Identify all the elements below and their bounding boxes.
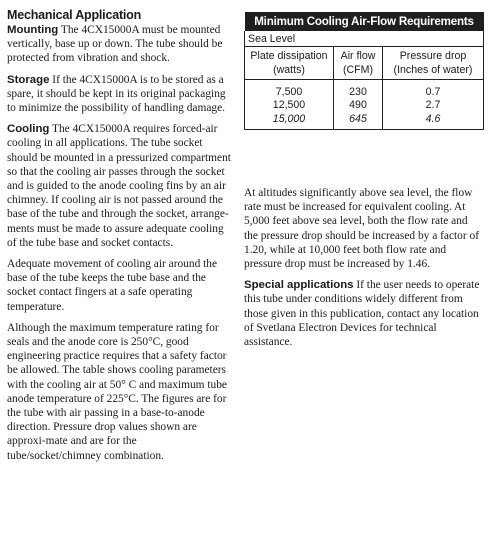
left-column bbox=[7, 8, 233, 470]
cell-dissipation: 7,500 bbox=[245, 80, 334, 100]
altitude-paragraph: At altitudes significantly above sea level, the flow rate must be increased for equivalent cooling. At 5,000 feet above sea level, both the flow rate and the pressure drop should be increased by a factor of 1.20, while at 10,000 feet both flow rate and pressure drop must be increased by 1.46. bbox=[244, 187, 480, 271]
mounting-paragraph bbox=[7, 23, 233, 66]
special-applications-paragraph bbox=[244, 278, 484, 349]
storage-lead: Storage bbox=[7, 73, 50, 86]
table-condition: Sea Level bbox=[245, 31, 484, 47]
storage-text: If the 4CX15000A is to be stored as a spare, it should be kept in its original packaging to minimize the possibility of handling damage. bbox=[7, 73, 226, 115]
cell-airflow: 230 bbox=[334, 80, 383, 100]
adequate-paragraph: Adequate movement of cooling air around the base of the tube keeps the tube base and the socket contact fingers at a safe operating temperature. bbox=[7, 258, 218, 313]
header-plate-dissipation: Plate dissipation (watts) bbox=[245, 47, 334, 80]
airflow-table-container bbox=[244, 12, 484, 130]
cell-pressure: 2.7 bbox=[383, 99, 484, 112]
header-pressure-drop: Pressure drop (Inches of water) bbox=[383, 47, 484, 80]
cell-airflow: 490 bbox=[334, 99, 383, 112]
mounting-lead: Mounting bbox=[7, 24, 59, 36]
airflow-requirements-table bbox=[244, 12, 484, 130]
cell-dissipation: 15,000 bbox=[245, 113, 334, 130]
cell-pressure: 4.6 bbox=[383, 113, 484, 130]
cell-dissipation: 12,500 bbox=[245, 99, 334, 112]
cooling-lead: Cooling bbox=[7, 123, 50, 136]
table-row bbox=[245, 113, 484, 130]
storage-paragraph bbox=[7, 73, 233, 116]
temperature-paragraph: Although the maximum temperature rating for seals and the anode core is 250°C, good engineering practice requires that a safety factor be allowed. The table shows cooling parameters with the cooling air at 50° C and maximum tube anode temperature of 225°C. The figures are for the tube with air passing in a base-to-anode direction. Pressure drop values shown are approxi-mate and are for the tube/socket/chimney combination. bbox=[7, 321, 227, 462]
section-heading: Mechanical Application bbox=[7, 8, 142, 22]
header-air-flow: Air flow (CFM) bbox=[334, 47, 383, 80]
cooling-paragraph bbox=[7, 122, 233, 250]
right-column-text bbox=[244, 186, 484, 356]
special-text: If the user needs to operate this tube under conditions widely different from those given in this publication, contact any location of Svetlana Electron Devices for technical assistance. bbox=[244, 279, 480, 349]
table-row bbox=[245, 80, 484, 100]
table-row bbox=[245, 99, 484, 112]
mounting-text: The 4CX15000A must be mounted vertically, base up or down. The tube should be protected from vibration and shock. bbox=[7, 24, 223, 65]
cell-airflow: 645 bbox=[334, 113, 383, 130]
special-lead: Special applications bbox=[244, 279, 354, 292]
cooling-text: The 4CX15000A requires forced-air cooling in all applications. The tube socket should be mounted in a pressurized compartment so that the cooling air passes through the socket and is guided to the anode cooling fins by an air chimney. If cooling air is not passed around the base of the tube and through the socket, arrange-ments must be made to assure adequate cooling of the tube base and socket contacts. bbox=[7, 123, 231, 249]
table-title: Minimum Cooling Air-Flow Requirements bbox=[245, 12, 484, 31]
cell-pressure: 0.7 bbox=[383, 80, 484, 100]
